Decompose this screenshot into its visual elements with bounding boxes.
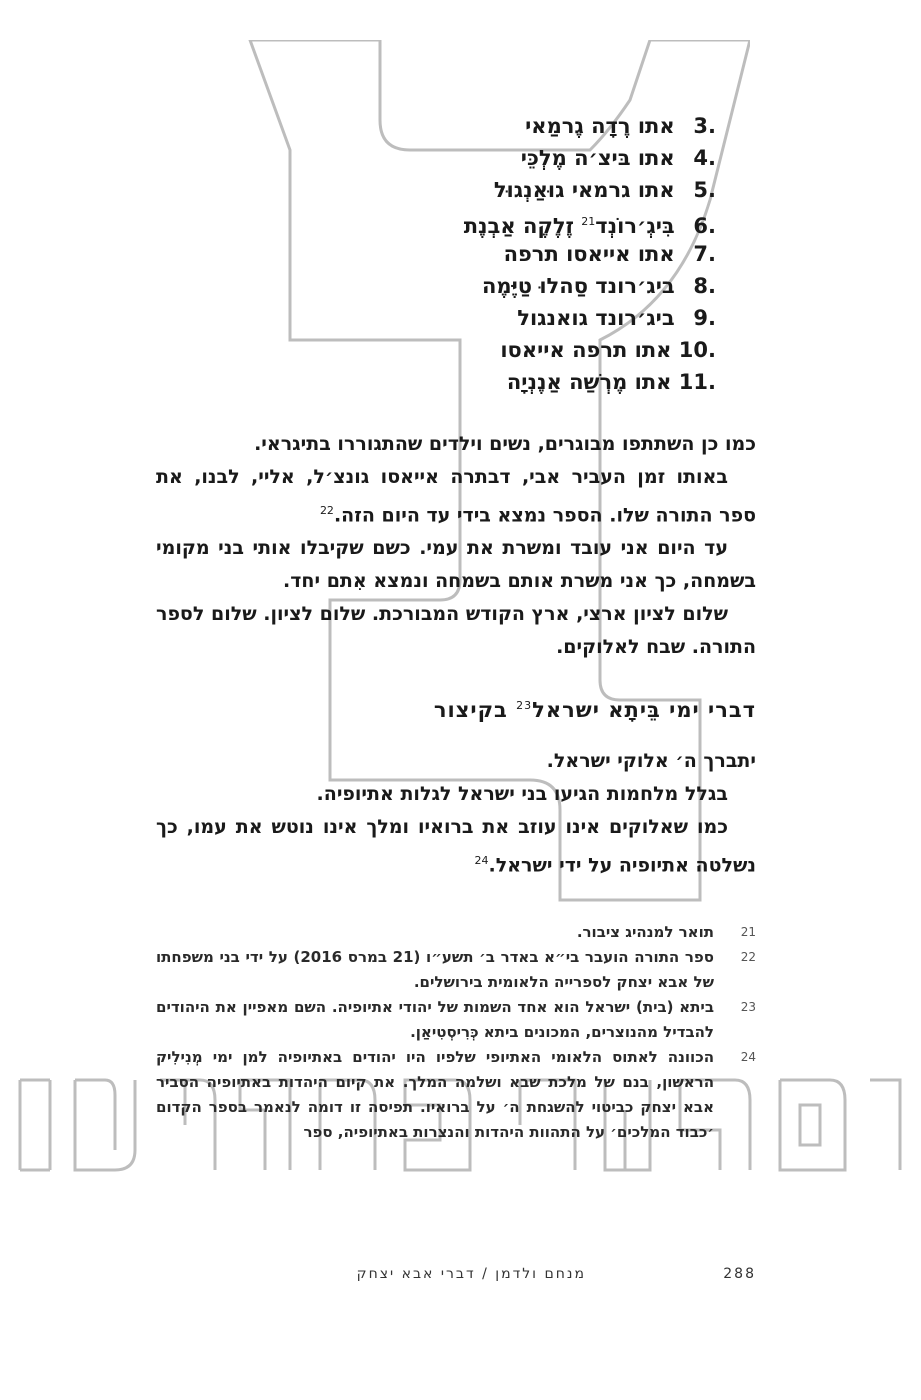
list-item: .9 ביג׳רונד גואנגול <box>517 306 716 330</box>
paragraph: עד היום אני עובד ומשרת את עמי. כשם שקיבלו אותי בני מקומי בשמחה, כך אני משרת אותם בשמחה ונמצא אִתם יחד. <box>156 537 756 593</box>
body-text <box>156 428 756 664</box>
list-item: .4 אתו בּיצ׳ה מֶלְכֵּי <box>520 146 716 170</box>
list-item: .3 אתו רֶדָה גֶרמַאי <box>525 114 716 138</box>
section-heading: דברי ימי בֵּיתָא ישראל$^{23}$ בקיצור <box>433 698 756 722</box>
footnote <box>156 920 756 945</box>
footnote-ref-21[interactable]: 21 <box>581 215 596 228</box>
list-item: .5 אתו גרמאי גוּאַנְגוּל <box>493 178 716 202</box>
paragraph: כמו כן השתתפו מבוגרים, נשים וילדים שהתגוררו בתיגראי. <box>254 433 756 455</box>
footnote <box>156 995 756 1045</box>
footnote-number: 21 <box>740 925 756 939</box>
footnote <box>156 945 756 995</box>
list-item: .8 ביג׳רונד סַהלוּ טַיֶּמֶה <box>481 274 716 298</box>
list-item: .7 אתו אייאסו תרפה <box>503 242 716 266</box>
paragraph: בגלל מלחמות הגיעו בני ישראל לגלות אתיופיה. <box>316 783 728 805</box>
section-body <box>156 745 756 882</box>
footnote-text: ספר התורה הועבר בי״א באדר ב׳ תשע״ו (21 במרס 2016) על ידי בני משפחתו של אבא יצחק לספרייה הלאומית בירושלים. <box>156 948 714 991</box>
footnote-number: 22 <box>740 950 756 964</box>
footnote-text: תואר למנהיג ציבור. <box>576 923 714 941</box>
footnote-number: 24 <box>740 1050 756 1064</box>
footnote-text: הכוונה לאתוס הלאומי האתיופי שלפיו היו יהודים באתיופיה למן ימי מְנִילִיק הראשון, בנם של מלכת שבא ושלמה המלך. את קיום היהדות באתיופיה הסביר אבא יצחק כביטוי להשגחת ה׳ על ברואיו. תפיסה זו דומה לנאמר בספר הקדום ׳כבוד המלכים׳ על התהוות היהדות והנצרות באתיופיה, ספר <box>156 1048 714 1141</box>
footnote-ref-23[interactable]: 23 <box>516 699 533 712</box>
footnote-ref-22[interactable]: 22 <box>319 504 334 517</box>
list-item: .10 אתו תרפה אייאסו <box>500 338 716 362</box>
footnote <box>156 1045 756 1145</box>
footnote-number: 23 <box>740 1000 756 1014</box>
footnotes <box>156 920 756 1145</box>
footnote-ref-24[interactable]: 24 <box>474 854 489 867</box>
footnote-text: ביתא (בית) ישראל הוא אחד השמות של יהודי אתיופיה. השם מאפיין את היהודים להבדיל מהנוצרים, המכונים ביתא כְּרִיסְטִיאַן. <box>156 998 714 1041</box>
running-title: מנחם ולדמן / דברי אבא יצחק <box>356 1266 586 1282</box>
names-list <box>316 110 716 398</box>
paragraph: באותו זמן העביר אבי, דבתרה אייאסו גונצ׳ל, אליי, לבנו, את ספר התורה שלו. הספר נמצא בידי עד היום הזה.$^{22}$ <box>156 466 756 527</box>
paragraph: שלום לציון ארצי, ארץ הקודש המבורכת. שלום לציון. שלום לספר התורה. שבח לאלוקים. <box>156 603 756 659</box>
list-item: .6 בִּיגְ׳רוֹנְד$^{21}$ זֶלֶקֶה אַבְנֶת <box>463 214 716 238</box>
paragraph: יתברך ה׳ אלוקי ישראל. <box>546 750 756 772</box>
list-item: .11 אתו מֶרְשַׁה אַנֶנְיָה <box>506 370 716 394</box>
paragraph: כמו שאלוקים אינו עוזב את ברואיו ומלך אינו נוטש את עמו, כך נשלטה אתיופיה על ידי ישראל.$^{24}$ <box>156 816 756 877</box>
page-number: 288 <box>723 1266 756 1282</box>
